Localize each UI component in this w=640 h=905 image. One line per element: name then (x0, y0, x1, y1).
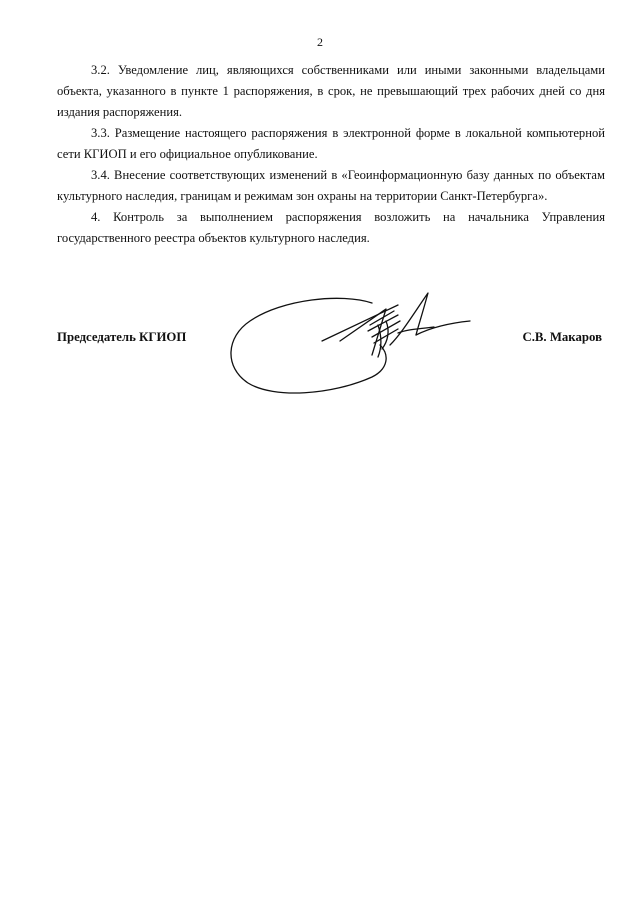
paragraph-3-4: 3.4. Внесение соответствующих изменений в «Геоинформационную базу данных по объектам культурного наследия, границам и режимам зон охраны на территории Санкт-Петербурга». (57, 168, 605, 203)
signatory-position: Председатель КГИОП (57, 330, 187, 344)
document-body (57, 60, 605, 249)
paragraph-4: 4. Контроль за выполнением распоряжения возложить на начальника Управления государственного реестра объектов культурного наследия. (57, 210, 605, 245)
paragraph-3-3: 3.3. Размещение настоящего распоряжения в электронной форме в локальной компьютерной сети КГИОП и его официальное опубликование. (57, 126, 605, 161)
handwritten-signature (222, 285, 482, 397)
page-number: 2 (317, 35, 323, 49)
paragraph-3-2: 3.2. Уведомление лиц, являющихся собственниками или иными законными владельцами объекта, указанного в пункте 1 распоряжения, в срок, не превышающий трех рабочих дней со дня издания распоряжения. (57, 63, 605, 119)
signatory-name: С.В. Макаров (522, 330, 602, 344)
